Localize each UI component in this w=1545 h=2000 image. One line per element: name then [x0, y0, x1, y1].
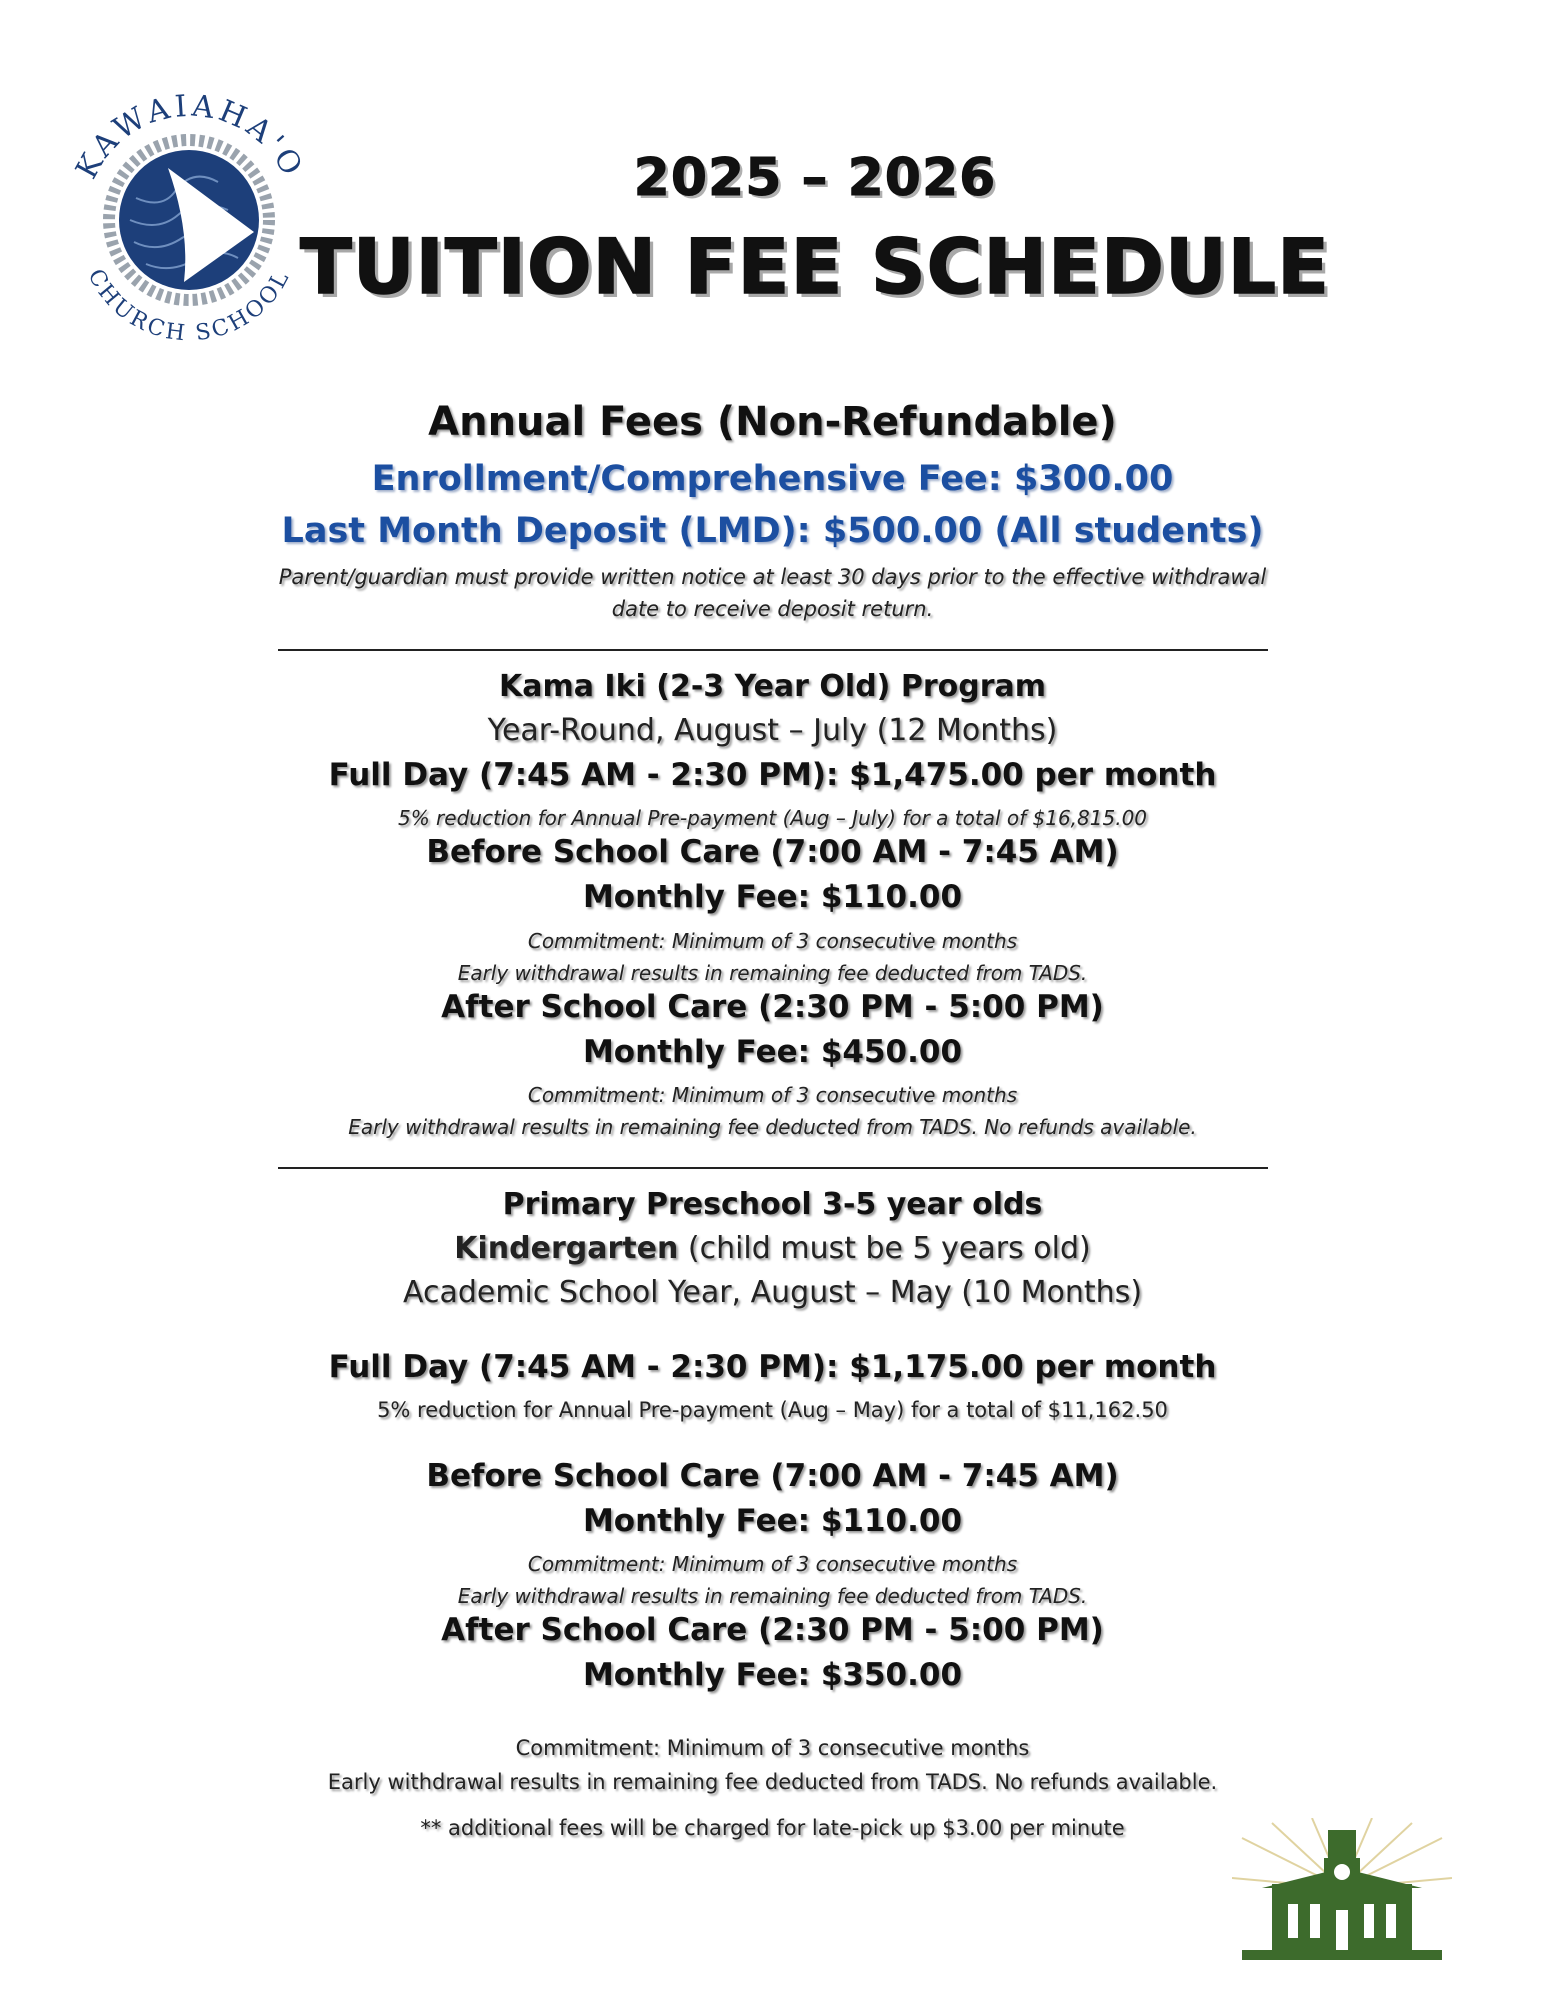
primary-before-commitment: Commitment: Minimum of 3 consecutive months — [527, 1552, 1018, 1577]
kama-iki-before-commitment: Commitment: Minimum of 3 consecutive months — [527, 928, 1018, 953]
deposit-notice-line2: date to receive deposit return. — [611, 596, 934, 621]
kama-iki-prepay-note: 5% reduction for Annual Pre-payment (Aug – July) for a total of $16,815.00 — [397, 806, 1148, 831]
primary-before-fee: Monthly Fee: $110.00 — [582, 1502, 963, 1539]
kama-iki-full-day: Full Day (7:45 AM - 2:30 PM): $1,475.00 per month — [328, 757, 1217, 793]
kama-iki-after-fee: Monthly Fee: $450.00 — [582, 1033, 963, 1070]
enrollment-fee: Enrollment/Comprehensive Fee: $300.00 — [371, 459, 1174, 499]
document-header — [300, 148, 1330, 311]
kama-iki-after-withdrawal: Early withdrawal results in remaining fee deducted from TADS. No refunds available. — [348, 1114, 1197, 1139]
kama-iki-before-withdrawal: Early withdrawal results in remaining fee deducted from TADS. — [457, 960, 1088, 985]
kindergarten-line — [250, 1231, 1295, 1267]
primary-before-withdrawal: Early withdrawal results in remaining fee deducted from TADS. — [457, 1584, 1088, 1609]
annual-fees-section — [250, 398, 1295, 625]
primary-after-care: After School Care (2:30 PM - 5:00 PM) — [441, 1612, 1104, 1649]
kama-iki-before-fee: Monthly Fee: $110.00 — [582, 879, 963, 916]
document-title: TUITION FEE SCHEDULE — [300, 222, 1331, 311]
school-year: 2025 – 2026 — [633, 148, 997, 208]
kindergarten-label: Kindergarten — [454, 1230, 679, 1266]
kama-iki-before-care: Before School Care (7:00 AM - 7:45 AM) — [426, 834, 1119, 871]
kama-iki-section — [250, 669, 1295, 1143]
logo-arc-top: KAWAIAHA'O — [69, 88, 311, 185]
kama-iki-after-care: After School Care (2:30 PM - 5:00 PM) — [441, 988, 1104, 1025]
last-month-deposit: Last Month Deposit (LMD): $500.00 (All students) — [281, 511, 1264, 551]
primary-prepay-note: 5% reduction for Annual Pre-payment (Aug – May) for a total of $11,162.50 — [377, 1398, 1168, 1423]
kama-iki-schedule: Year-Round, August – July (12 Months) — [487, 713, 1058, 748]
church-building-icon — [1232, 1818, 1452, 1968]
deposit-notice-line1: Parent/guardian must provide written notice at least 30 days prior to the effective withdrawal — [278, 565, 1267, 589]
primary-section — [250, 1187, 1295, 1845]
primary-schedule: Academic School Year, August – May (10 Months) — [402, 1274, 1143, 1310]
kama-iki-heading: Kama Iki (2-3 Year Old) Program — [498, 669, 1047, 704]
primary-after-withdrawal: Early withdrawal results in remaining fee deducted from TADS. No refunds available. — [327, 1770, 1218, 1795]
section-divider — [278, 1167, 1268, 1169]
primary-after-fee: Monthly Fee: $350.00 — [582, 1657, 963, 1694]
primary-heading: Primary Preschool 3-5 year olds — [502, 1186, 1043, 1222]
late-pickup-fee-note: ** additional fees will be charged for late-pick up $3.00 per minute — [420, 1815, 1125, 1840]
kindergarten-age-note: (child must be 5 years old) — [678, 1230, 1091, 1266]
annual-fees-heading: Annual Fees (Non-Refundable) — [428, 399, 1117, 445]
fee-schedule-body — [250, 398, 1295, 1845]
primary-full-day: Full Day (7:45 AM - 2:30 PM): $1,175.00 per month — [328, 1348, 1217, 1385]
school-logo — [58, 70, 320, 348]
section-divider — [278, 649, 1268, 651]
logo-arc-bottom: CHURCH SCHOOL — [82, 265, 296, 347]
primary-after-commitment: Commitment: Minimum of 3 consecutive months — [515, 1736, 1030, 1761]
primary-before-care: Before School Care (7:00 AM - 7:45 AM) — [426, 1457, 1119, 1494]
kama-iki-after-commitment: Commitment: Minimum of 3 consecutive months — [527, 1082, 1018, 1107]
